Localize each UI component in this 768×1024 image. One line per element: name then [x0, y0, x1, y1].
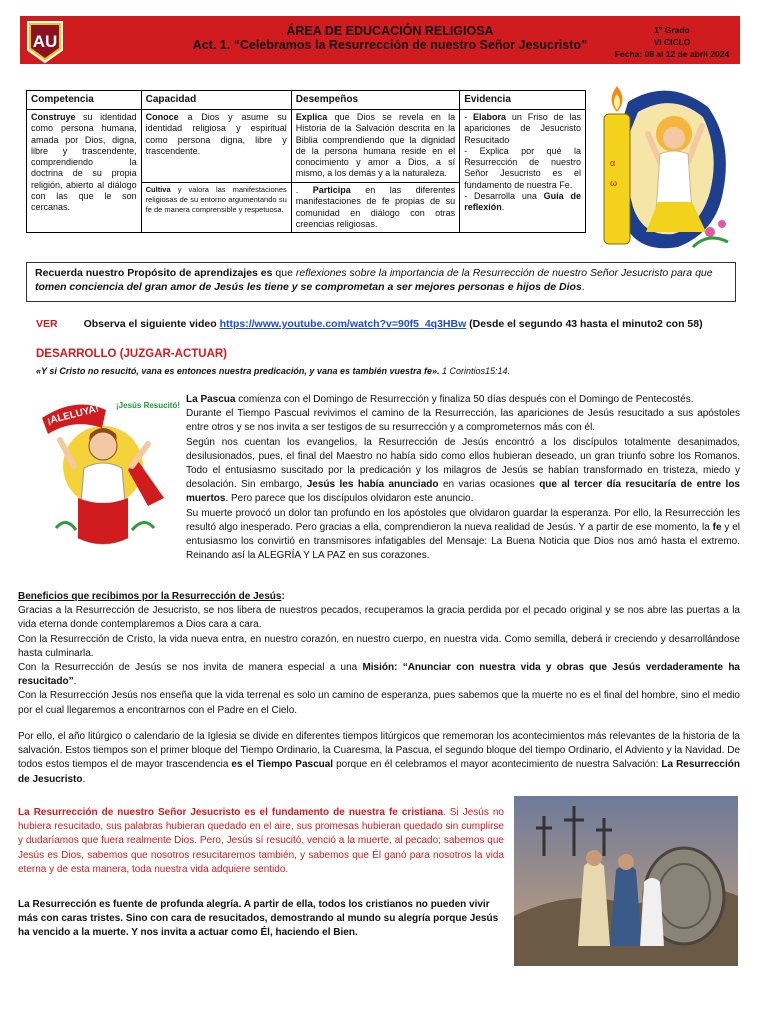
ver-row: [36, 318, 703, 330]
paragraph: Según nos cuentan los evangelios, la Resurrección de Jesús encontró a los discípulos totalmente desanimados, desilusionados, pues, el final del Maestro no había sido como ellos hubieran deseado, un gran triunfo sobre los Romanos. Todo el entusiasmo suscitado por la predicación y los milagros de Jesús se habían transformado en tristeza, miedo y desolación. Sin embargo, Jesús les había anunciado en varias ocasiones que al tercer día resucitaría de entre los muertos. Pero parece que los discípulos olvidaron este anuncio.: [186, 436, 740, 505]
section-title-desarrollo: DESARROLLO (JUZGAR-ACTUAR): [36, 348, 228, 360]
svg-text:α: α: [610, 158, 616, 168]
evidencia-1: - Elabora un Friso de las apariciones de Jesucristo Resucitado: [464, 112, 582, 145]
paragraph: Con la Resurrección de Jesús se nos invita de manera especial a una Misión: “Anunciar con nuestra vida y obras que Jesús verdaderamente ha resucitado”.: [18, 662, 740, 688]
area-title: ÁREA DE EDUCACIÓN RELIGIOSA: [286, 24, 494, 38]
aleluya-text: ¡ALELUYA!: [46, 403, 101, 427]
cell-evidencia: [460, 110, 586, 233]
date-label: Fecha: 08 al 12 de abril 2024: [614, 49, 730, 59]
beneficios-section: [18, 590, 740, 718]
bible-quote: «Y si Cristo no resucitó, vana es entonces nuestra predicación, y vana es también vuestra fe». 1 Corintios15:14.: [36, 366, 511, 376]
grade-label: 1° Grado: [654, 25, 690, 35]
svg-text:ω: ω: [610, 178, 618, 188]
jesus-resucito-text: ¡Jesús Resucitó!: [116, 401, 181, 410]
liturgia-paragraph: Por ello, el año litúrgico o calendario de la Iglesia se divide en diferentes tiempos litúrgicos que rememoran los acontecimientos más relevantes de la historia de la salvación. Estos tiempos son el primer bloque del Tiempo Ordinario, la Cuaresma, la Pascua, el segundo bloque del tiempo Ordinario, el Adviento y la Navidad. De todos estos tiempos el de mayor trascendencia es el Tiempo Pascual porque en él celebramos el mayor acontecimiento de nuestra Salvación: La Resurrección de Jesucristo.: [18, 731, 740, 785]
th-evidencia: Evidencia: [460, 91, 586, 110]
learning-purpose-box: Recuerda nuestro Propósito de aprendizajes es que reflexiones sobre la importancia de la Resurrección de nuestro Señor Jesucristo para que tomen conciencia del gran amor de Jesús les tiene y se comprometan a ser mejores personas e hijos de Dios.: [26, 262, 736, 302]
header-title: [180, 24, 600, 52]
logo-text: AU: [32, 32, 58, 51]
school-logo: [26, 20, 64, 64]
fundamento-paragraph: La Resurrección de nuestro Señor Jesucristo es el fundamento de nuestra fe cristiana. Si Jesús no hubiera resucitado, sus palabras hubieran quedado en el aire, sus promesas hubieran quedado sin cumplirse y dudaríamos que fuera realmente Dios. Pero, Jesús sí resucitó, venció a la muerte, al pecado; sabemos que Jesús es Dios, sabemos que nosotros resucitaremos también, y sabemos que Él ganó para nosotros la vida eterna y de esta manera, toda nuestra vida adquiere sentido.: [18, 807, 504, 875]
beneficios-title: Beneficios que recibimos por la Resurrección de Jesús:: [18, 591, 285, 602]
table-header-row: [27, 91, 586, 110]
th-competencia: Competencia: [27, 91, 142, 110]
activity-title: Act. 1. “Celebramos la Resurrección de nuestro Señor Jesucristo”: [192, 38, 588, 52]
paragraph: Durante el Tiempo Pascual revivimos el camino de la Resurrección, las apariciones de Jesús resucitado a sus apóstoles entre otros y se nos invita a ser testigos de su resurrección y a comprometernos más con él.: [186, 408, 740, 434]
paragraph: Gracias a la Resurrección de Jesucristo, se nos libera de nuestros pecados, recuperamos la gracia perdida por el pecado original y se nos abre las puertas a la vida eterna donde contemplaremos a Dios cara a cara.: [18, 605, 740, 631]
ver-instruction: Observa el siguiente video: [83, 318, 220, 330]
table-row: [27, 110, 586, 183]
pascua-paragraphs: [186, 393, 740, 563]
paragraph: Su muerte provocó un dolor tan profundo en los apóstoles que olvidaron guardar la esperanza. Por ello, la Resurrección les resultó algo inesperado. Pero gracias a ella, comprendieron la nueva realidad de Jesús. Y a partir de ese momento, la fe y el entusiasmo los convirtió en transmisores infatigables del Mensaje: La Buena Noticia que Dios nos amó hasta el extremo. Reinando así la ALEGRÍA Y LA PAZ en sus corazones.: [186, 507, 741, 562]
cell-desempeno-1: Explica que Dios se revela en la Historia de la Salvación descrita en la Biblia comprendiendo que la dignidad de la persona humana reside en el conocimiento y amor a Dios, a sí mismo, a los demás y a la naturaleza.: [291, 110, 459, 183]
cell-capacidad-2: Cultiva y valora las manifestaciones religiosas de su entorno argumentando su fe de manera comprensible y respetuosa.: [141, 183, 291, 233]
video-link[interactable]: https://www.youtube.com/watch?v=90f5_4q3HBw: [219, 318, 467, 330]
competency-table: [26, 90, 586, 233]
empty-tomb-illustration: [514, 796, 738, 966]
alegria-paragraph: La Resurrección es fuente de profunda alegría. A partir de ella, todos los cristianos no pueden vivir más con caras tristes. Sino con cara de resucitados, demostrando al mundo su alegría porque Jesús ha vencido a la muerte. Y nos invita a actuar como Él, haciendo el Bien.: [18, 899, 499, 939]
paragraph: Con la Resurrección Jesús nos enseña que la vida terrenal es solo un camino de esperanza, pues sabemos que la muerte no es el final del hombre, sino el medio por el cual llegaremos a encontrarnos con el Padre en el Cielo.: [18, 690, 740, 716]
th-capacidad: Capacidad: [141, 91, 291, 110]
cell-capacidad-1: Conoce a Dios y asume su identidad religiosa y espiritual como persona digna, libre y trascendente.: [141, 110, 291, 183]
ver-label: VER: [36, 318, 58, 330]
evidencia-2: - Explica por qué la Resurrección de nuestro Señor Jesucristo es el fundamento de nuestra Fe.: [464, 145, 581, 190]
aleluya-illustration: [36, 388, 181, 558]
cell-competencia: Construye su identidad como persona humana, amada por Dios, digna, libre y trascendente, comprendiendo la doctrina de su propia religión, abierto al diálogo con las que le son cercanas.: [27, 110, 142, 233]
header-info: [598, 24, 746, 60]
th-desempenos: Desempeños: [291, 91, 459, 110]
evidencia-3: - Desarrolla una Guía de reflexión.: [464, 191, 581, 213]
ver-timing: (Desde el segundo 43 hasta el minuto2 con 58): [466, 318, 703, 330]
paragraph: Con la Resurrección de Cristo, la vida nueva entra, en nuestro corazón, en nuestro cuerpo, en nuestra vida. Como semilla, deberá ir creciendo y desarrollándose hasta culminarla.: [18, 633, 740, 659]
cell-desempeno-2: . Participa en las diferentes manifestaciones de fe propias de su comunidad en diálogo con otras creencias religiosas.: [291, 183, 459, 233]
cycle-label: VI CICLO: [653, 37, 691, 47]
paragraph: La Pascua comienza con el Domingo de Resurrección y finaliza 50 días después con el Domingo de Pentecostés.: [186, 394, 694, 405]
risen-jesus-illustration: [598, 82, 736, 257]
